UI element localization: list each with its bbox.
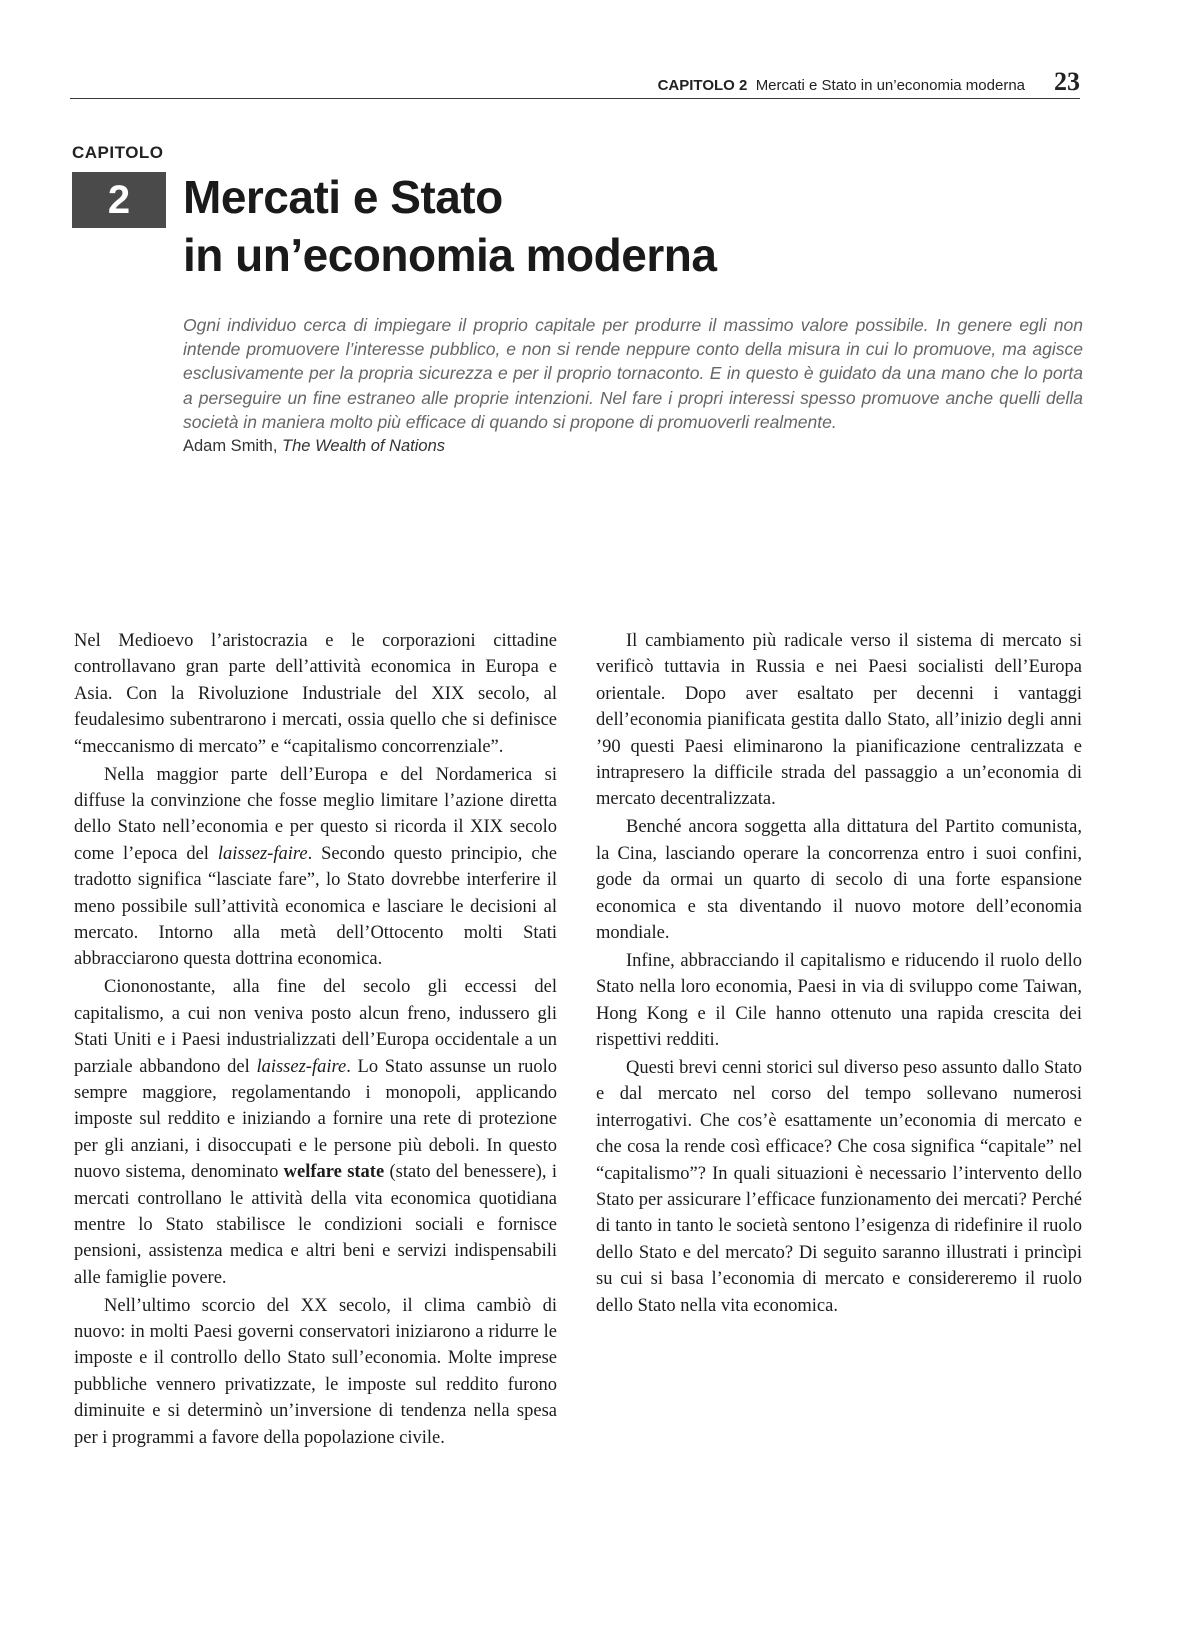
paragraph-3-term: laissez-faire xyxy=(256,1056,347,1077)
paragraph-3-part-b: . Lo Stato assunse un ruolo sempre maggiore, regolamentando i monopoli, applicando imposte sul reddito e iniziando a fornire una rete di protezione per gli anziani, i disoccupati e le persone più deboli. In questo nuovo sistema, denominato xyxy=(74,1056,558,1183)
chapter-title xyxy=(183,168,716,284)
paragraph-8: Questi brevi cenni storici sul diverso peso assunto dallo Stato e dal mercato nel corso del tempo sollevano numerosi interrogativi. Che cos’è esattamente un’economia di mercato e che cosa la rende così efficace? Che cosa significa “capitale” nel “capitalismo”? In quali situazioni è necessario l’intervento dello Stato per assicurare l’efficace funzionamento dei mercati? Perché di tanto in tanto le società sentono l’esigenza di ridefinire il ruolo dello Stato e del mercato? Di seguito saranno illustrati i princìpi su cui si basa l’economia di mercato e considereremo il ruolo dello Stato nella vita economica. xyxy=(596,1058,1082,1316)
paragraph-1: Nel Medioevo l’aristocrazia e le corporazioni cittadine controllavano gran parte dell’attività economica in Europa e Asia. Con la Rivoluzione Industriale del XIX secolo, al feudalesimo subentrarono i mercati, ossia quello che si definisce “meccanismo di mercato” e “capitalismo concorrenziale”. xyxy=(74,631,557,757)
running-head-text xyxy=(658,77,1025,94)
body-column-right xyxy=(596,628,1082,1321)
epigraph-source xyxy=(183,437,1083,456)
running-head-title: Mercati e Stato in un’economia moderna xyxy=(755,77,1025,94)
paragraph-3-bold-term: welfare state xyxy=(283,1162,385,1183)
epigraph xyxy=(183,313,1083,456)
epigraph-work: The Wealth of Nations xyxy=(282,437,445,456)
paragraph-2-term: laissez-faire xyxy=(217,843,308,864)
chapter-title-line1: Mercati e Stato xyxy=(183,171,503,223)
running-head-chapter: CAPITOLO 2 xyxy=(657,77,748,94)
epigraph-quote: Ogni individuo cerca di impiegare il proprio capitale per produrre il massimo valore possibile. In genere egli non intende promuovere l’interesse pubblico, e non si rende neppure conto della misura in cui lo promuove, ma agisce esclusivamente per la propria sicurezza e per il proprio tornaconto. E in questo è guidato da una mano che lo porta a perseguire un fine estraneo alle proprie intenzioni. Nel fare i propri interessi spesso promuove anche quelli della società in maniera molto più efficace di quando si propone di promuoverli realmente. xyxy=(183,315,1083,432)
paragraph-6: Benché ancora soggetta alla dittatura del Partito comunista, la Cina, lasciando operare la concorrenza entro i suoi confini, gode da ormai un quarto di secolo di una forte espansione economica e sta diventando il nuovo motore dell’economia mondiale. xyxy=(596,817,1082,943)
chapter-number-badge: 2 xyxy=(72,172,166,228)
paragraph-7: Infine, abbracciando il capitalismo e riducendo il ruolo dello Stato nella loro economia, Paesi in via di sviluppo come Taiwan, Hong Kong e il Cile hanno ottenuto una rapida crescita dei rispettivi redditi. xyxy=(596,950,1082,1051)
page-number: 23 xyxy=(1054,67,1080,96)
paragraph-3-part-a: Ciononostante, alla fine del secolo gli eccessi del capitalismo, a cui non veniva posto alcun freno, indussero gli Stati Uniti e i Paesi industrializzati dell’Europa occidentale a un parziale abbandono del xyxy=(74,977,557,1077)
paragraph-5: Il cambiamento più radicale verso il sistema di mercato si verificò tuttavia in Russia e nei Paesi socialisti dell’Europa orientale. Dopo aver esaltato per decenni i vantaggi dell’economia pianificata gestita dallo Stato, all’inizio degli anni ’90 questi Paesi eliminarono la pianificazione centralizzata e intrapresero la difficile strada del passaggio a un’economia di mercato decentralizzata. xyxy=(596,631,1082,810)
paragraph-4: Nell’ultimo scorcio del XX secolo, il clima cambiò di nuovo: in molti Paesi governi conservatori iniziarono a ridurre le imposte e il controllo dello Stato sull’economia. Molte imprese pubbliche vennero privatizzate, le imposte sul reddito furono diminuite e si determinò un’inversione di tendenza nella spesa per i programmi a favore della popolazione civile. xyxy=(74,1295,557,1448)
paragraph-2 xyxy=(74,762,557,973)
epigraph-author: Adam Smith, xyxy=(183,437,278,456)
chapter-label: CAPITOLO xyxy=(72,143,164,162)
paragraph-3 xyxy=(74,974,557,1291)
paragraph-2-part-b: . Secondo questo principio, che tradotto significa “lasciate fare”, lo Stato dovrebbe interferire il meno possibile sull’attività economica e lasciare le decisioni al mercato. Intorno alla metà dell’Ottocento molti Stati abbracciarono questa dottrina economica. xyxy=(74,843,557,970)
paragraph-2-part-a: Nella maggior parte dell’Europa e del Nordamerica si diffuse la convinzione che fosse meglio limitare l’azione diretta dello Stato nell’economia e per questo si ricorda il XIX secolo come l’epoca del xyxy=(74,764,557,864)
chapter-title-line2: in un’economia moderna xyxy=(183,229,717,281)
paragraph-3-part-c: (stato del benessere), i mercati controllano le attività della vita economica quotidiana mentre lo Stato stabilisce le condizioni sociali e fornisce pensioni, assistenza medica e altri beni e servizi indispensabili alle famiglie povere. xyxy=(74,1162,557,1288)
running-head xyxy=(70,64,1080,99)
body-column-left xyxy=(74,628,557,1453)
